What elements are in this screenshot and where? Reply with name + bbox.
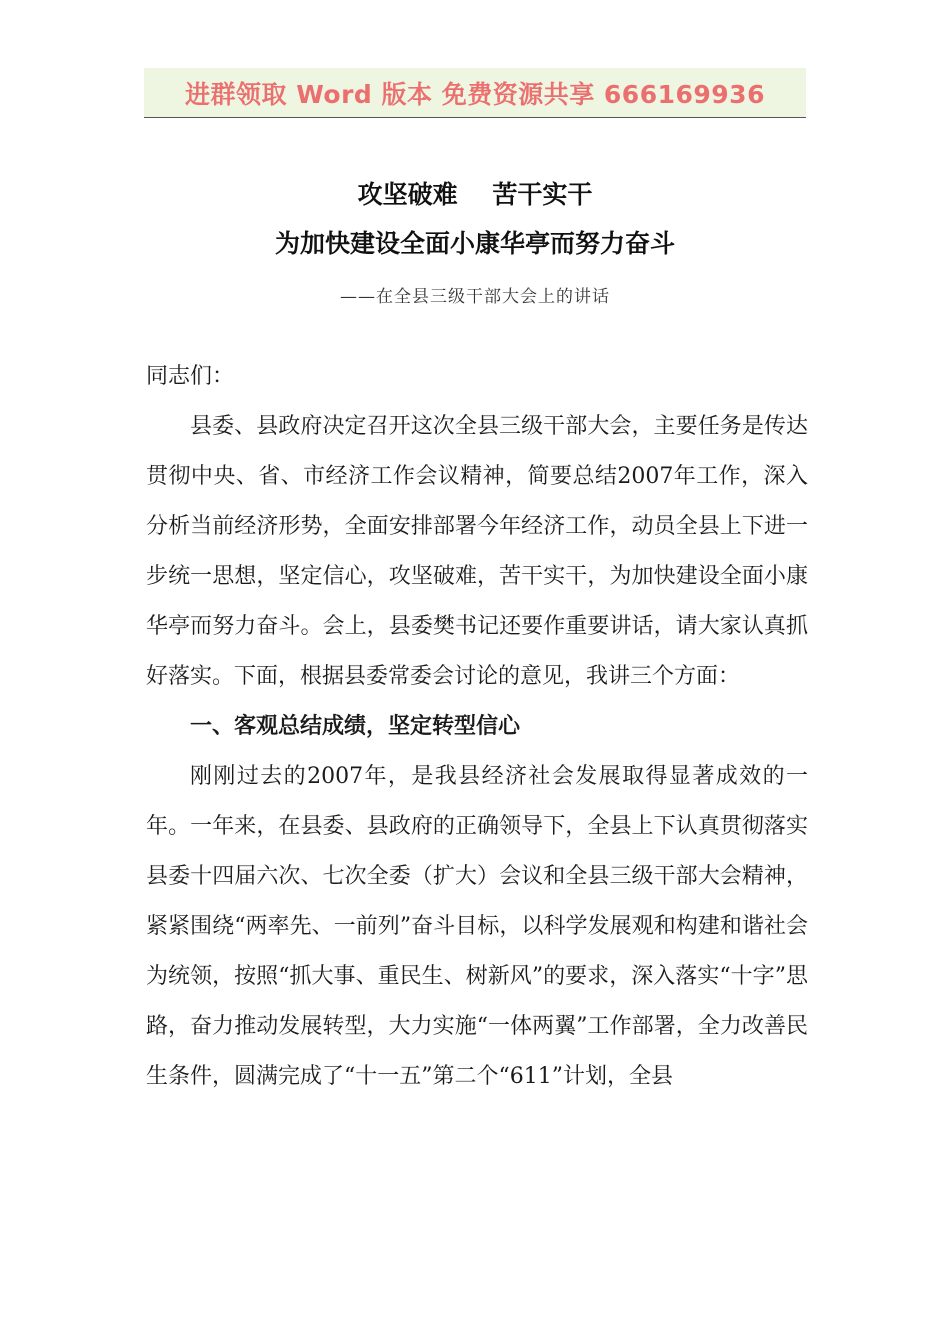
document-title-line2: 为加快建设全面小康华亭而努力奋斗	[274, 229, 675, 258]
document-subtitle: ——在全县三级干部大会上的讲话	[340, 287, 610, 307]
banner-text: 进群领取 Word 版本 免费资源共享 666169936	[185, 79, 765, 109]
paragraph-review: 刚刚过去的2007年，是我县经济社会发展取得显著成效的一年。一年来，在县委、县政府的正确领导下，全县上下认真贯彻落实县委十四届六次、七次全委（扩大）会议和全县三级干部大会精神，紧紧围绕“两率先、一前列”奋斗目标，以科学发展观和构建和谐社会为统领，按照“抓大事、重民生、树新风”的要求，深入落实“十字”思路，奋力推动发展转型，大力实施“一体两翼”工作部署，全力改善民生条件，圆满完成了“十一五”第二个“611”计划，全县	[146, 764, 808, 1089]
document-body	[146, 352, 808, 1102]
document-title-line1: 攻坚破难 苦干实干	[357, 180, 593, 209]
greeting: 同志们：	[146, 364, 235, 389]
paragraph-intro: 县委、县政府决定召开这次全县三级干部大会，主要任务是传达贯彻中央、省、市经济工作会议精神，简要总结2007年工作，深入分析当前经济形势，全面安排部署今年经济工作，动员全县上下进一步统一思想，坚定信心，攻坚破难，苦干实干，为加快建设全面小康华亭而努力奋斗。会上，县委樊书记还要作重要讲话，请大家认真抓好落实。下面，根据县委常委会讨论的意见，我讲三个方面：	[146, 414, 808, 689]
section-heading: 一、客观总结成绩，坚定转型信心	[190, 714, 521, 739]
watermark-banner	[144, 68, 806, 118]
